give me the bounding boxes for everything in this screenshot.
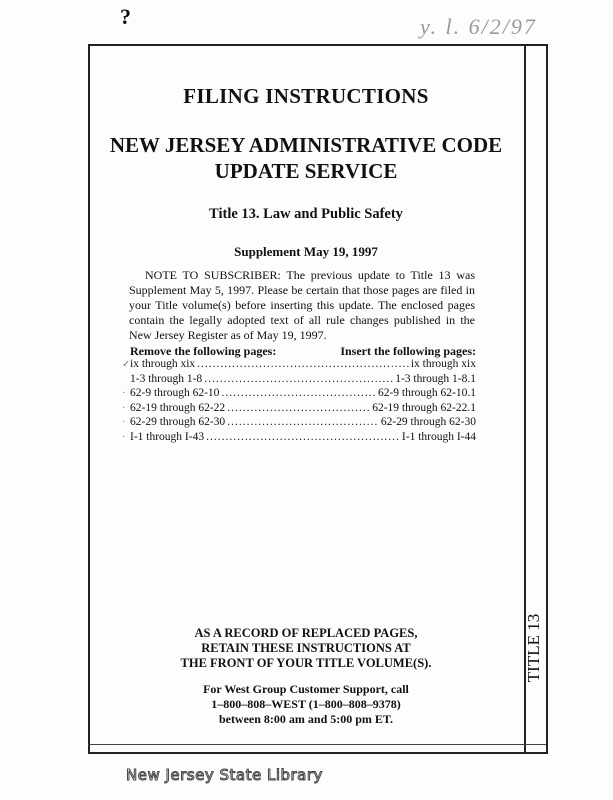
tick-mark-icon: · (122, 402, 126, 414)
page-list (122, 358, 476, 445)
remove-pages: 62-9 through 62-10 (130, 387, 220, 399)
title-tab (522, 608, 546, 688)
insert-header: Insert the following pages: (340, 344, 476, 358)
page-row (122, 416, 476, 431)
remove-pages: ix through xix (130, 358, 196, 370)
note-text: NOTE TO SUBSCRIBER: The previous update to Title 13 was Supplement May 5, 1997. Please be certain that those pages are filed in your Title volume(s) before inserting this update. The enclosed pages contain the legally adopted text of all rule changes published in the New Jersey Register as of May 19, 1997. (129, 268, 475, 342)
leader-dots (221, 387, 376, 399)
bottom-rule (88, 744, 546, 745)
tick-mark-icon: · (122, 388, 126, 399)
note-to-subscriber (129, 268, 475, 343)
record-line-1: AS A RECORD OF REPLACED PAGES, (194, 626, 418, 640)
remove-pages: 62-29 through 62-30 (130, 416, 226, 428)
record-line-2: RETAIN THESE INSTRUCTIONS AT (201, 641, 411, 655)
code-title-line-2: UPDATE SERVICE (214, 159, 398, 183)
leader-dots (227, 416, 379, 428)
insert-pages: ix through xix (410, 358, 476, 370)
insert-pages: I-1 through I-44 (401, 430, 476, 443)
supplement-date: Supplement May 19, 1997 (234, 244, 378, 259)
tick-mark-icon: · (122, 431, 126, 443)
support-hours: between 8:00 am and 5:00 pm ET. (218, 712, 394, 726)
corner-mark: ? (120, 4, 131, 29)
page-title: FILING INSTRUCTIONS (183, 84, 429, 108)
support-phone: 1–800–808–WEST (1–800–808–9378) (211, 697, 401, 711)
title-tab-label: TITLE 13 (524, 613, 543, 683)
record-line-3: THE FRONT OF YOUR TITLE VOLUME(S). (180, 656, 432, 670)
library-stamp: New Jersey State Library (126, 766, 323, 784)
handwritten-note: y. l. 6/2/97 (420, 14, 537, 39)
page-row (122, 358, 476, 373)
insert-pages: 62-9 through 62-10.1 (377, 387, 476, 399)
remove-pages: I-1 through I-43 (130, 430, 205, 443)
page-row (122, 373, 476, 388)
code-title-line-1: NEW JERSEY ADMINISTRATIVE CODE (109, 133, 503, 157)
title-number: Title 13. Law and Public Safety (209, 206, 403, 222)
support-line-1: For West Group Customer Support, call (203, 682, 409, 696)
record-instructions (90, 626, 522, 671)
customer-support (90, 682, 522, 727)
insert-pages: 62-29 through 62-30 (380, 416, 476, 428)
leader-dots (197, 358, 409, 370)
page-row (122, 387, 476, 402)
leader-dots (206, 431, 400, 443)
page-row (122, 402, 476, 417)
leader-dots (204, 373, 393, 385)
insert-pages: 62-19 through 62-22.1 (372, 401, 476, 414)
insert-pages: 1-3 through 1-8.1 (395, 372, 476, 385)
check-mark-icon: ✓ (122, 359, 131, 370)
code-title (90, 132, 522, 184)
remove-header: Remove the following pages: (130, 344, 277, 358)
leader-dots (227, 402, 370, 414)
remove-pages: 62-19 through 62-22 (130, 401, 226, 414)
page-row (122, 431, 476, 446)
tick-mark-icon: · (122, 417, 126, 428)
remove-pages: 1-3 through 1-8 (130, 372, 203, 385)
